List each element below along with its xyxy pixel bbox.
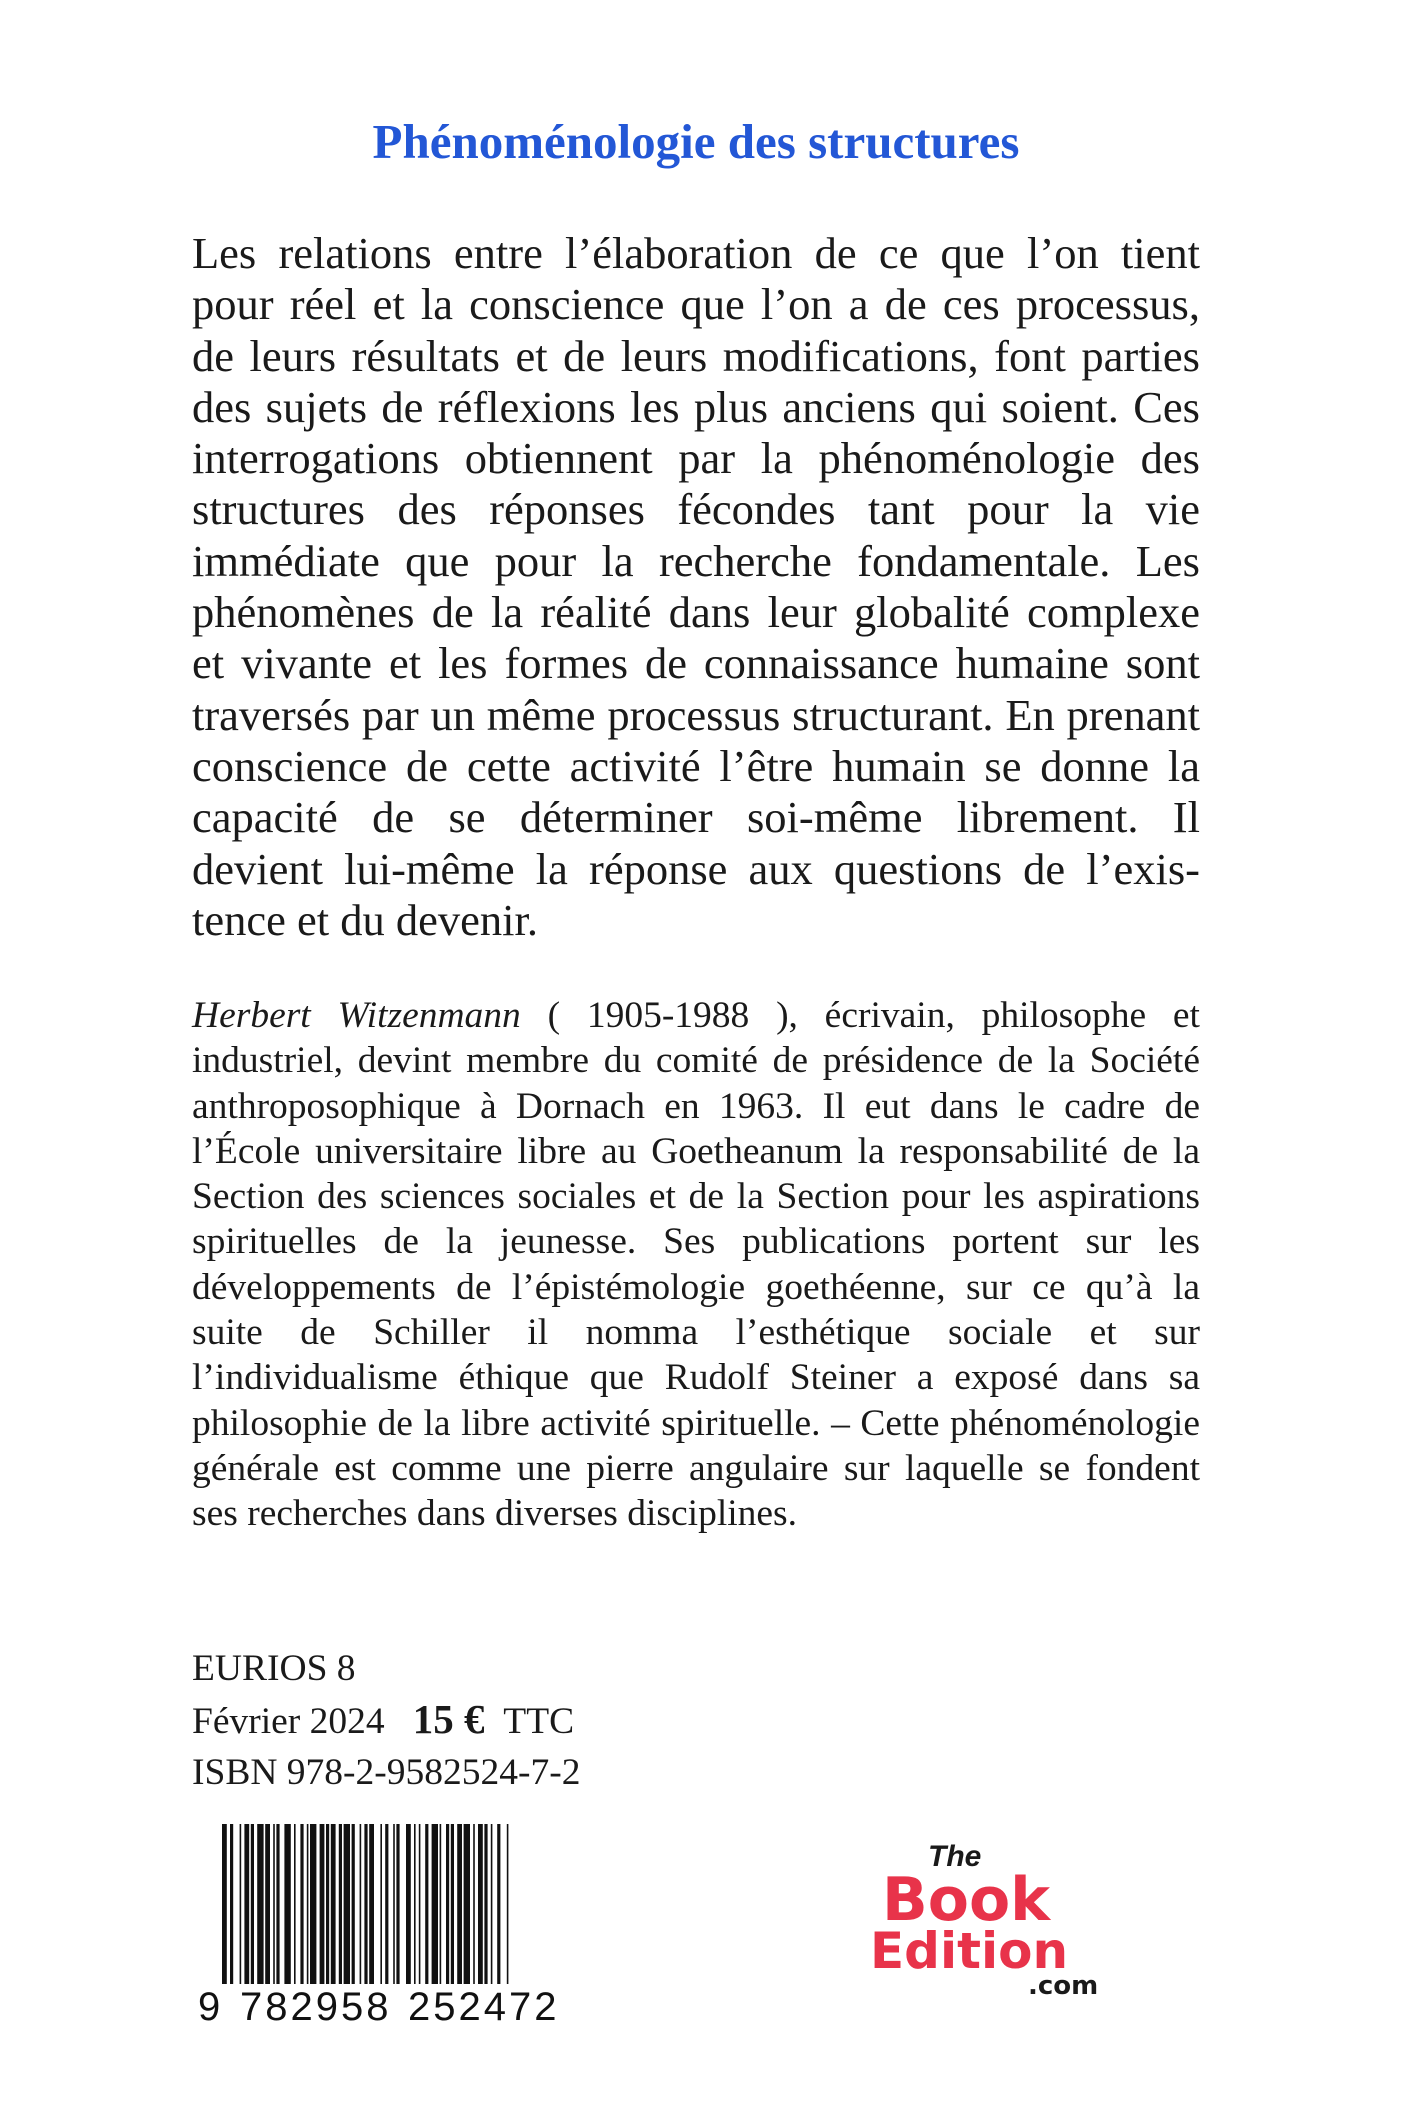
thebookedition-logo	[870, 1836, 1130, 1996]
author-bio-paragraph	[192, 993, 1200, 1537]
author-bio-text: ( 1905-1988 ), écrivain, philosophe et industriel, devint membre du comité de présidence de la Société anthroposophique à Dornach en 1963. Il eut dans le cadre de l’École universitaire libre au Goetheanum la responsabilité de la Section des sciences sociales et de la Section pour les aspirations spirituelles de la jeunesse. Ses publications portent sur les développements de l’épistémologie goethéenne, sur ce qu’à la suite de Schiller il nomma l’esthétique sociale et sur l’individualisme éthique que Rudolf Steiner a exposé dans sa philosophie de la libre activité spirituelle. – Cette phénoménologie générale est comme une pierre angulaire sur laquelle se fondent ses recherches dans diverses disciplines.	[192, 995, 1200, 1535]
logo-dotcom-text: .com	[1028, 1971, 1099, 1996]
date-price-line	[192, 1694, 581, 1747]
barcode-left-group: 782958	[240, 1985, 392, 2029]
publication-date: Février 2024	[192, 1701, 385, 1742]
price: 15 €	[412, 1696, 485, 1742]
barcode-right-group: 252472	[408, 1985, 560, 2029]
logo-edition-text: Edition	[870, 1922, 1069, 1980]
isbn: ISBN 978-2-9582524-7-2	[192, 1752, 581, 1793]
description-paragraph: Les relations entre l’élaboration de ce que l’on tient pour réel et la conscience que l’on a de ces processus, de leurs résultats et de leurs modifications, font parties des sujets de réflexions les plus anciens qui soient. Ces interrogations obtiennent par la phénoménologie des structures des réponses fécondes tant pour la vie immédiate que pour la recherche fondamentale. Les phénomènes de la réalité dans leur globalité complexe et vivante et les formes de connaissance humaine sont traversés par un même processus structurant. En prenant conscience de cette activité l’être humain se donne la capacité de se déterminer soi-même librement. Il devient lui-même la réponse aux questions de l’existence et du devenir.	[192, 228, 1200, 945]
publication-info	[192, 1643, 581, 1798]
series-number: EURIOS 8	[192, 1648, 356, 1689]
logo-the-text: The	[928, 1840, 982, 1873]
book-title: Phénoménologie des structures	[372, 114, 1020, 169]
logo-book-text: Book	[882, 1865, 1051, 1935]
author-name: Herbert Witzenmann	[192, 995, 521, 1036]
barcode	[222, 1824, 566, 1984]
tax-label: TTC	[503, 1701, 575, 1742]
barcode-first-digit: 9	[198, 1985, 221, 2029]
